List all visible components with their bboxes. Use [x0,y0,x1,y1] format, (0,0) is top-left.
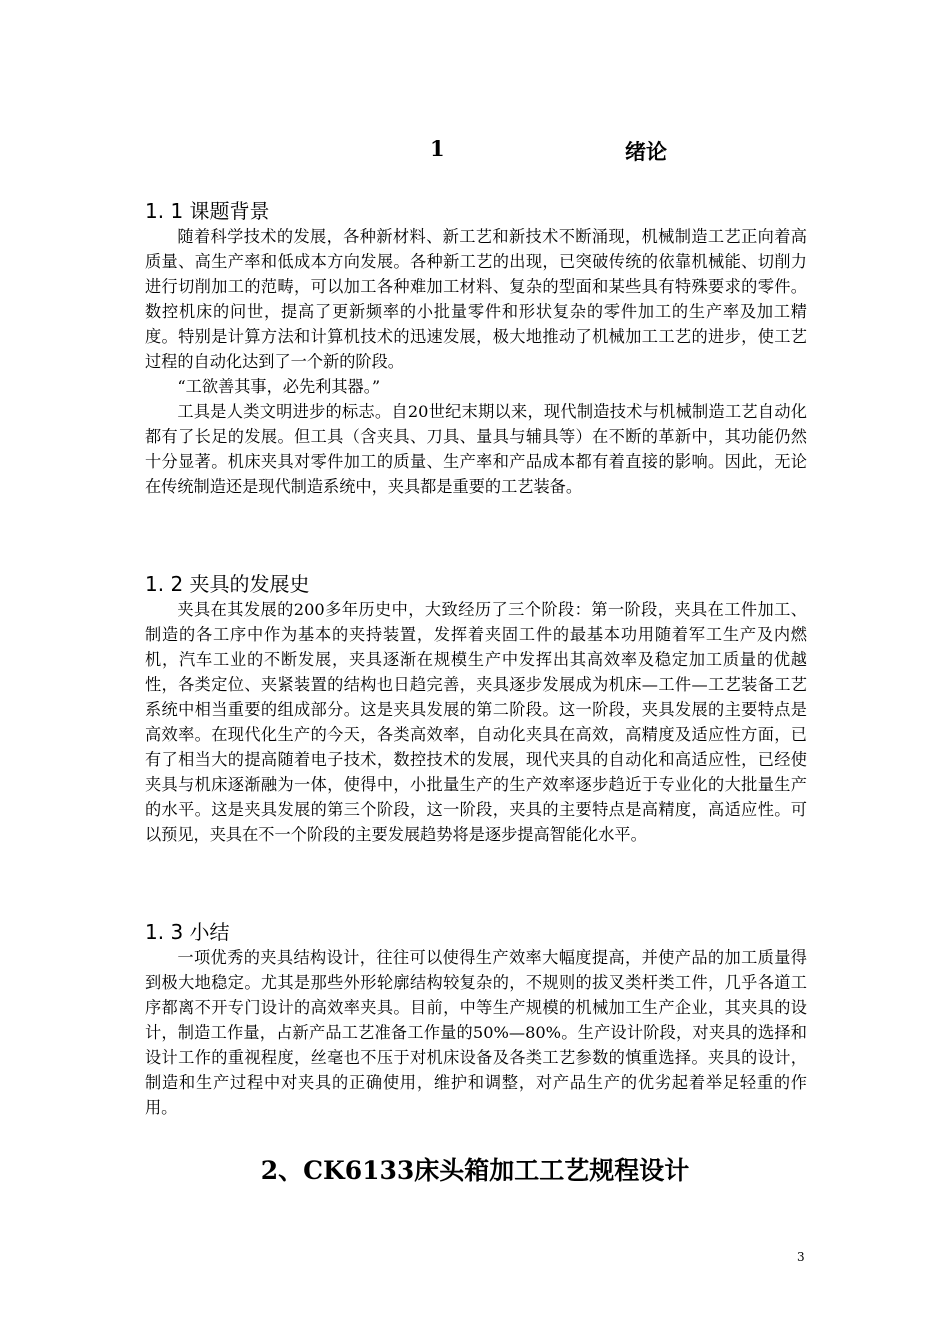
section-1-1 [145,198,807,499]
paragraph: 工具是人类文明进步的标志。自20世纪末期以来，现代制造技术与机械制造工艺自动化都有了长足的发展。但工具（含夹具、刀具、量具与辅具等）在不断的革新中，其功能仍然十分显著。机床夹具对零件加工的质量、生产率和产品成本都有着直接的影响。因此，无论在传统制造还是现代制造系统中，夹具都是重要的工艺装备。 [145,402,807,496]
section-heading: 1. 2 夹具的发展史 [145,572,310,596]
chapter-number: 1 [430,136,445,161]
chapter-title-text: 绪论 [625,139,667,164]
chapter-2-title: 2、CK6133床头箱加工工艺规程设计 [260,1156,690,1185]
paragraph: 夹具在其发展的200多年历史中，大致经历了三个阶段：第一阶段，夹具在工件加工、制造的各工序中作为基本的夹持装置，发挥着夹固工件的最基本功用随着军工生产及内燃机，汽车工业的不断发展，夹具逐渐在规模生产中发挥出其高效率及稳定加工质量的优越性，各类定位、夹紧装置的结构也日趋完善，夹具逐步发展成为机床—工件—工艺装备工艺系统中相当重要的组成部分。这是夹具发展的第二阶段。这一阶段，夹具发展的主要特点是高效率。在现代化生产的今天，各类高效率，自动化夹具在高效，高精度及适应性方面，已有了相当大的提高随着电子技术，数控技术的发展，现代夹具的自动化和高适应性，已经使夹具与机床逐渐融为一体，使得中，小批量生产的生产效率逐步趋近于专业化的大批量生产的水平。这是夹具发展的第三个阶段，这一阶段，夹具的主要特点是高精度，高适应性。可以预见，夹具在不一个阶段的主要发展趋势将是逐步提高智能化水平。 [145,600,807,844]
section-1-2 [145,571,807,847]
section-1-3 [145,919,807,1120]
page-number: 3 [797,1250,805,1264]
paragraph: 一项优秀的夹具结构设计，往往可以使得生产效率大幅度提高，并使产品的加工质量得到极大地稳定。尤其是那些外形轮廓结构较复杂的，不规则的拔叉类杆类工件，几乎各道工序都离不开专门设计的高效率夹具。目前，中等生产规模的机械加工生产企业，其夹具的设计，制造工作量，占新产品工艺准备工作量的50%—80%。生产设计阶段，对夹具的选择和设计工作的重视程度，丝毫也不压于对机床设备及各类工艺参数的慎重选择。夹具的设计，制造和生产过程中对夹具的正确使用，维护和调整，对产品生产的优劣起着举足轻重的作用。 [145,948,807,1117]
section-heading: 1. 3 小结 [145,920,230,944]
paragraph: 随着科学技术的发展，各种新材料、新工艺和新技术不断涌现，机械制造工艺正向着高质量、高生产率和低成本方向发展。各种新工艺的出现，已突破传统的依靠机械能、切削力进行切削加工的范畴，可以加工各种难加工材料、复杂的型面和某些具有特殊要求的零件。数控机床的问世，提高了更新频率的小批量零件和形状复杂的零件加工的生产率及加工精度。特别是计算方法和计算机技术的迅速发展，极大地推动了机械加工工艺的进步，使工艺过程的自动化达到了一个新的阶段。 [145,227,807,371]
chapter-1-title [0,136,950,166]
section-heading: 1. 1 课题背景 [145,199,270,223]
quote-paragraph: “工欲善其事，必先利其器。” [177,377,381,396]
